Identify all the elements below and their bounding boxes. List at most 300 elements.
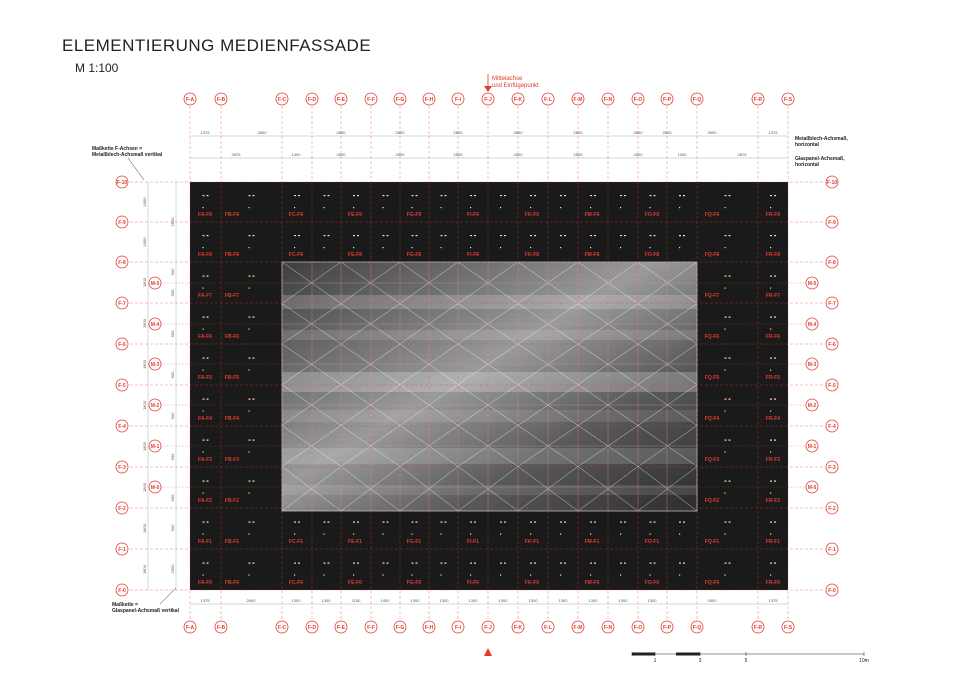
column-axis-bottom-label: F-J xyxy=(484,624,492,631)
column-axis-bottom-label: F-F xyxy=(367,624,375,631)
led-mark xyxy=(249,358,251,359)
led-mark xyxy=(590,534,591,535)
led-mark xyxy=(353,522,355,523)
led-mark xyxy=(253,563,255,564)
scale-bar-label: 1 xyxy=(653,658,657,664)
panel-label: FE-F0 xyxy=(348,580,362,586)
led-mark xyxy=(594,195,596,196)
led-mark xyxy=(445,563,447,564)
led-mark xyxy=(207,563,209,564)
led-mark xyxy=(725,563,727,564)
panel-label: FA-F8 xyxy=(198,252,212,258)
led-mark xyxy=(294,575,295,576)
panel-label: FQ-F9 xyxy=(704,212,720,218)
led-mark xyxy=(729,481,731,482)
led-mark xyxy=(770,358,772,359)
led-mark xyxy=(560,207,561,208)
led-mark xyxy=(624,522,626,523)
led-mark xyxy=(474,563,476,564)
led-mark xyxy=(770,440,772,441)
panel-label: FR-F6 xyxy=(765,334,781,340)
led-mark xyxy=(650,563,652,564)
led-mark xyxy=(500,247,501,248)
led-mark xyxy=(412,522,414,523)
led-mark xyxy=(328,235,330,236)
scale-bar-label: 5 xyxy=(744,658,748,664)
panel-label: FG-F9 xyxy=(406,212,422,218)
scale-bar-segment xyxy=(632,653,655,656)
led-mark xyxy=(353,575,354,576)
led-mark xyxy=(729,358,731,359)
led-mark xyxy=(470,235,472,236)
dim-left-outer: 1800 xyxy=(142,442,147,451)
led-mark xyxy=(530,575,531,576)
led-mark xyxy=(620,534,621,535)
led-mark xyxy=(590,522,592,523)
panel-label: FC-F9 xyxy=(288,212,304,218)
dim-metal: 2600 xyxy=(336,130,346,135)
led-mark xyxy=(725,276,727,277)
led-mark xyxy=(249,522,251,523)
panel-label: FO-F9 xyxy=(644,212,660,218)
column-axis-bottom-label: F-H xyxy=(424,624,434,631)
led-mark xyxy=(203,329,204,330)
row-axis-left-label: F-7 xyxy=(118,300,126,307)
drawing-scale: M 1:100 xyxy=(75,61,119,75)
led-mark xyxy=(620,522,622,523)
led-mark xyxy=(445,195,447,196)
led-mark xyxy=(624,235,626,236)
led-mark xyxy=(207,317,209,318)
led-mark xyxy=(249,195,251,196)
led-mark xyxy=(294,195,296,196)
note-left-top: Maßkette F-Achsen = xyxy=(92,146,143,152)
led-mark xyxy=(624,563,626,564)
panel-label: FR-F4 xyxy=(765,416,781,422)
led-mark xyxy=(253,481,255,482)
led-mark xyxy=(249,575,250,576)
panel-label: FA-F2 xyxy=(198,498,212,504)
led-mark xyxy=(725,493,726,494)
row-axis-left-label: F-5 xyxy=(118,382,126,389)
led-mark xyxy=(298,235,300,236)
center-note: Mittelachse xyxy=(492,76,523,82)
led-mark xyxy=(203,493,204,494)
led-mark xyxy=(445,235,447,236)
panel-label: FK-F1 xyxy=(524,539,540,545)
panel-label: FB-F1 xyxy=(224,539,240,545)
row-axis-right-label: F-8 xyxy=(828,259,836,266)
panel-label: FQ-F3 xyxy=(704,457,720,463)
dim-bottom: 2600 xyxy=(707,598,717,603)
m-axis-left-label: M-2 xyxy=(150,402,160,409)
led-mark xyxy=(203,534,204,535)
dim-metal: 2600 xyxy=(513,130,523,135)
led-mark xyxy=(620,195,622,196)
led-mark xyxy=(207,399,209,400)
m-axis-right-label: M-1 xyxy=(807,443,817,450)
led-mark xyxy=(383,247,384,248)
led-mark xyxy=(441,563,443,564)
led-mark xyxy=(770,411,771,412)
led-mark xyxy=(725,575,726,576)
column-axis-bottom-label: F-D xyxy=(307,624,317,631)
led-mark xyxy=(203,452,204,453)
led-mark xyxy=(770,235,772,236)
led-mark xyxy=(650,247,651,248)
m-axis-right-label: M-5 xyxy=(807,280,817,287)
row-axis-right-label: F-0 xyxy=(828,587,836,594)
dim-left-outer: 1800 xyxy=(142,319,147,328)
dim-left-inner: 2600 xyxy=(170,564,175,574)
led-mark xyxy=(650,575,651,576)
led-mark xyxy=(298,522,300,523)
light-band xyxy=(282,448,697,464)
led-mark xyxy=(328,522,330,523)
led-mark xyxy=(416,522,418,523)
scale-bar-label: 3 xyxy=(698,658,702,664)
dim-bottom: 1300 xyxy=(618,598,628,603)
panel-label: FQ-F8 xyxy=(704,252,720,258)
note-glass: Glaspanel-Achsmaß, xyxy=(795,156,845,162)
note-glass: horizontal xyxy=(795,162,819,168)
row-axis-left-label: F-10 xyxy=(116,179,128,186)
led-mark xyxy=(650,207,651,208)
led-mark xyxy=(353,247,354,248)
column-axis-top-label: F-N xyxy=(603,96,613,103)
column-axis-top-label: F-K xyxy=(513,96,523,103)
led-mark xyxy=(249,329,250,330)
column-axis-bottom-label: F-M xyxy=(573,624,583,631)
row-axis-right-label: F-1 xyxy=(828,546,836,553)
scale-bar-segment xyxy=(676,653,700,656)
led-mark xyxy=(725,370,726,371)
led-mark xyxy=(412,207,413,208)
led-mark xyxy=(249,235,251,236)
panel-label: FI-F9 xyxy=(467,212,479,218)
led-mark xyxy=(357,522,359,523)
led-mark xyxy=(253,195,255,196)
led-mark xyxy=(725,288,726,289)
panel-label: FA-F7 xyxy=(198,293,212,299)
column-axis-top-label: F-C xyxy=(277,96,287,103)
dim-glass: 2875 xyxy=(231,152,241,157)
panel-label: FR-F9 xyxy=(765,212,781,218)
dim-bottom: 1300 xyxy=(410,598,420,603)
panel-label: FQ-F1 xyxy=(704,539,720,545)
dim-metal: 1375 xyxy=(768,130,778,135)
led-mark xyxy=(679,575,680,576)
column-axis-bottom-label: F-L xyxy=(544,624,552,631)
row-axis-left-label: F-4 xyxy=(118,423,126,430)
dim-bottom: 1300 xyxy=(291,598,301,603)
panel-label: FQ-F6 xyxy=(704,334,720,340)
led-mark xyxy=(725,534,726,535)
column-axis-top-label: F-R xyxy=(753,96,763,103)
led-mark xyxy=(203,563,205,564)
led-mark xyxy=(324,575,325,576)
led-mark xyxy=(249,493,250,494)
bottom-arrow-icon xyxy=(484,648,492,656)
led-mark xyxy=(774,440,776,441)
led-mark xyxy=(770,207,771,208)
led-mark xyxy=(203,317,205,318)
led-mark xyxy=(770,534,771,535)
dim-glass: 2600 xyxy=(513,152,523,157)
column-axis-top-label: F-O xyxy=(633,96,643,103)
dim-bottom: 1300 xyxy=(558,598,568,603)
column-axis-top-label: F-M xyxy=(573,96,583,103)
column-axis-bottom-label: F-C xyxy=(277,624,287,631)
column-axis-top-label: F-P xyxy=(662,96,672,103)
led-mark xyxy=(679,522,681,523)
led-mark xyxy=(560,534,561,535)
panel-label: FQ-F2 xyxy=(704,498,720,504)
led-mark xyxy=(249,207,250,208)
leader-line xyxy=(128,158,144,180)
m-axis-left-label: M-5 xyxy=(150,280,160,287)
panel-label: FA-F1 xyxy=(198,539,212,545)
led-mark xyxy=(500,534,501,535)
led-mark xyxy=(729,276,731,277)
led-mark xyxy=(416,195,418,196)
led-mark xyxy=(560,563,562,564)
led-mark xyxy=(353,195,355,196)
led-mark xyxy=(654,563,656,564)
dim-left-inner: 900 xyxy=(170,412,175,420)
led-mark xyxy=(679,534,680,535)
dim-left-inner: 900 xyxy=(170,371,175,379)
panel-label: FC-F0 xyxy=(288,580,304,586)
led-mark xyxy=(594,563,596,564)
column-axis-bottom-label: F-O xyxy=(633,624,643,631)
dim-left-outer: 1800 xyxy=(142,197,147,207)
dim-metal: 1375 xyxy=(200,130,210,135)
led-mark xyxy=(534,563,536,564)
led-mark xyxy=(253,235,255,236)
column-axis-bottom-label: F-A xyxy=(185,624,195,631)
row-axis-right-label: F-7 xyxy=(828,300,836,307)
dim-metal: 2600 xyxy=(573,130,583,135)
led-mark xyxy=(249,440,251,441)
dim-glass: 2600 xyxy=(573,152,583,157)
led-mark xyxy=(620,247,621,248)
led-mark xyxy=(770,563,772,564)
led-mark xyxy=(474,235,476,236)
led-mark xyxy=(620,207,621,208)
led-mark xyxy=(294,534,295,535)
dim-bottom: 1375 xyxy=(768,598,778,603)
column-axis-bottom-label: F-R xyxy=(753,624,763,631)
column-axis-bottom-label: F-K xyxy=(513,624,523,631)
led-mark xyxy=(470,195,472,196)
dim-left-inner: 900 xyxy=(170,494,175,502)
led-mark xyxy=(679,195,681,196)
led-mark xyxy=(683,522,685,523)
led-mark xyxy=(412,195,414,196)
led-mark xyxy=(294,235,296,236)
panel-label: FI-F1 xyxy=(467,539,479,545)
panel-label: FB-F7 xyxy=(224,293,240,299)
led-mark xyxy=(683,235,685,236)
column-axis-top-label: F-I xyxy=(454,96,462,103)
panel-label: FE-F8 xyxy=(348,252,362,258)
dim-left-inner: 900 xyxy=(170,289,175,297)
dim-bottom: 1150 xyxy=(351,598,361,603)
led-mark xyxy=(725,522,727,523)
dim-left-outer: 1800 xyxy=(142,524,147,533)
led-mark xyxy=(774,522,776,523)
led-mark xyxy=(564,563,566,564)
column-axis-bottom-label: F-P xyxy=(662,624,672,631)
led-mark xyxy=(441,575,442,576)
dim-metal: 2600 xyxy=(395,130,405,135)
column-axis-top-label: F-A xyxy=(185,96,195,103)
led-mark xyxy=(654,522,656,523)
led-mark xyxy=(387,235,389,236)
led-mark xyxy=(253,440,255,441)
row-axis-left-label: F-8 xyxy=(118,259,126,266)
panel-label: FM-F8 xyxy=(584,252,600,258)
led-mark xyxy=(253,276,255,277)
column-axis-top-label: F-D xyxy=(307,96,317,103)
led-mark xyxy=(294,247,295,248)
dim-bottom: 1300 xyxy=(468,598,478,603)
panel-label: FI-F0 xyxy=(467,580,479,586)
panel-label: FM-F9 xyxy=(584,212,600,218)
led-mark xyxy=(207,358,209,359)
led-mark xyxy=(620,575,621,576)
panel-label: FQ-F5 xyxy=(704,375,720,381)
panel-label: FQ-F4 xyxy=(704,416,720,422)
dim-bottom: 1300 xyxy=(439,598,449,603)
led-mark xyxy=(774,235,776,236)
led-mark xyxy=(650,534,651,535)
led-mark xyxy=(207,440,209,441)
m-axis-left-label: M-0 xyxy=(150,484,160,491)
led-mark xyxy=(324,235,326,236)
dim-glass: 1300 xyxy=(291,152,301,157)
panel-label: FG-F0 xyxy=(406,580,422,586)
led-mark xyxy=(441,207,442,208)
led-mark xyxy=(416,563,418,564)
led-mark xyxy=(441,522,443,523)
panel-label: FB-F3 xyxy=(224,457,240,463)
panel-label: FQ-F0 xyxy=(704,580,720,586)
led-mark xyxy=(725,195,727,196)
led-mark xyxy=(729,399,731,400)
led-mark xyxy=(203,247,204,248)
led-mark xyxy=(725,247,726,248)
led-mark xyxy=(725,440,727,441)
led-mark xyxy=(530,235,532,236)
row-axis-right-label: F-2 xyxy=(828,505,836,512)
led-mark xyxy=(725,235,727,236)
dim-bottom: 1450 xyxy=(380,598,390,603)
scale-bar-label: 10m xyxy=(859,658,869,664)
led-mark xyxy=(500,563,502,564)
led-mark xyxy=(774,317,776,318)
light-band xyxy=(282,330,697,340)
dim-glass: 2600 xyxy=(395,152,405,157)
row-axis-left-label: F-9 xyxy=(118,219,126,226)
center-note: und Einfügepunkt xyxy=(492,83,539,89)
row-axis-left-label: F-6 xyxy=(118,341,126,348)
led-mark xyxy=(249,452,250,453)
led-mark xyxy=(770,522,772,523)
column-axis-top-label: F-E xyxy=(336,96,346,103)
panel-label: FA-F6 xyxy=(198,334,212,340)
led-mark xyxy=(203,207,204,208)
column-axis-bottom-label: F-S xyxy=(783,624,793,631)
dim-metal: 2600 xyxy=(707,130,717,135)
column-axis-bottom-label: F-Q xyxy=(692,624,702,631)
led-mark xyxy=(203,370,204,371)
led-mark xyxy=(383,575,384,576)
led-mark xyxy=(725,399,727,400)
panel-label: FB-F0 xyxy=(224,580,240,586)
led-mark xyxy=(770,370,771,371)
m-axis-right-label: M-0 xyxy=(807,484,817,491)
row-axis-right-label: F-10 xyxy=(826,179,838,186)
panel-label: FK-F9 xyxy=(524,212,540,218)
column-axis-top-label: F-Q xyxy=(692,96,702,103)
led-mark xyxy=(207,235,209,236)
led-mark xyxy=(729,235,731,236)
led-mark xyxy=(207,522,209,523)
panel-label: FC-F8 xyxy=(288,252,304,258)
dim-bottom: 1300 xyxy=(528,598,538,603)
panel-label: FG-F1 xyxy=(406,539,422,545)
column-axis-bottom-label: F-E xyxy=(336,624,346,631)
led-mark xyxy=(207,276,209,277)
panel-label: FK-F8 xyxy=(524,252,540,258)
dim-metal: 2600 xyxy=(453,130,463,135)
led-mark xyxy=(328,563,330,564)
column-axis-bottom-label: F-N xyxy=(603,624,613,631)
led-mark xyxy=(594,522,596,523)
dim-glass: 2600 xyxy=(453,152,463,157)
panel-label: FI-F8 xyxy=(467,252,479,258)
led-mark xyxy=(500,522,502,523)
led-mark xyxy=(253,317,255,318)
note-left-top: Metallblech-Achsmaß vertikal xyxy=(92,152,163,158)
led-mark xyxy=(203,411,204,412)
led-mark xyxy=(207,195,209,196)
led-mark xyxy=(504,563,506,564)
leader-line xyxy=(160,588,176,604)
led-mark xyxy=(564,522,566,523)
led-mark xyxy=(770,399,772,400)
dim-left-inner: 2600 xyxy=(170,217,175,227)
led-mark xyxy=(500,195,502,196)
led-mark xyxy=(383,522,385,523)
led-mark xyxy=(249,247,250,248)
panel-label: FR-F2 xyxy=(765,498,781,504)
led-mark xyxy=(383,534,384,535)
panel-label: FR-F0 xyxy=(765,580,781,586)
dim-left-outer: 1800 xyxy=(142,565,147,574)
led-mark xyxy=(679,563,681,564)
led-mark xyxy=(298,195,300,196)
led-mark xyxy=(770,452,771,453)
panel-label: FA-F5 xyxy=(198,375,212,381)
led-mark xyxy=(770,288,771,289)
dim-left-inner: 900 xyxy=(170,453,175,461)
led-mark xyxy=(774,276,776,277)
panel-label: FR-F8 xyxy=(765,252,781,258)
dim-left-outer: 1800 xyxy=(142,401,147,410)
